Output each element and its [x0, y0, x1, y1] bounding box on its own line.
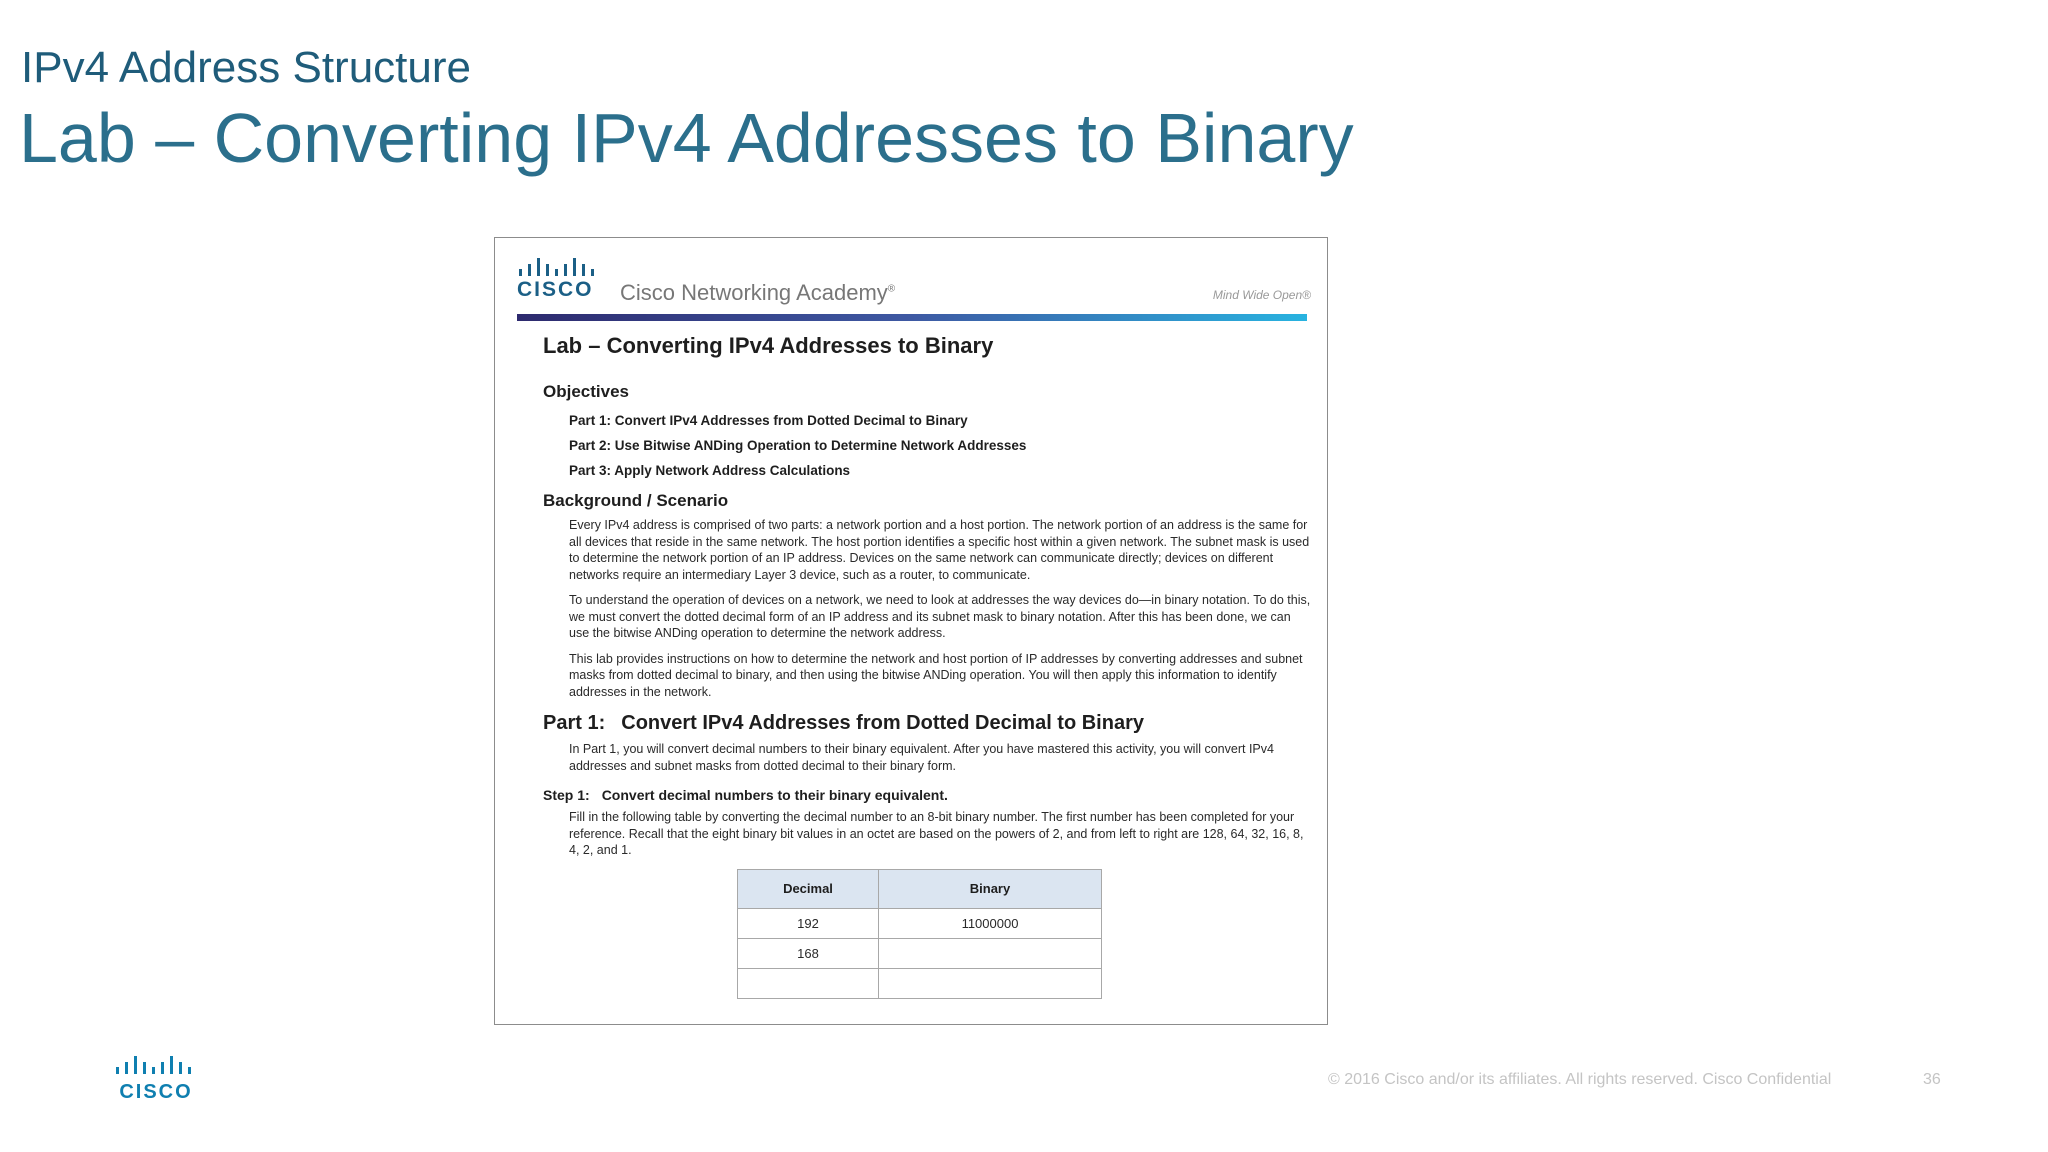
table-row — [738, 938, 1102, 968]
binary-cell — [879, 938, 1102, 968]
objective-item: Part 1: Convert IPv4 Addresses from Dotted Decimal to Binary — [569, 413, 968, 428]
academy-name — [620, 280, 895, 306]
step1-label: Step 1: — [543, 787, 590, 803]
objective-item: Part 3: Apply Network Address Calculations — [569, 463, 851, 478]
header-gradient-rule — [517, 314, 1307, 321]
tagline: Mind Wide Open® — [1212, 288, 1311, 302]
part1-heading — [543, 712, 1315, 735]
column-header-binary: Binary — [879, 869, 1102, 908]
background-heading: Background / Scenario — [543, 491, 729, 510]
cisco-wordmark: CISCO — [119, 1081, 193, 1103]
table-row — [738, 908, 1102, 938]
cisco-logo — [517, 258, 601, 302]
objectives-heading: Objectives — [543, 382, 629, 401]
step1-heading — [543, 787, 1315, 803]
decimal-cell: 168 — [738, 938, 879, 968]
table-header-row — [738, 869, 1102, 908]
cisco-bars-icon — [114, 1056, 198, 1078]
part1-label: Part 1: — [543, 712, 606, 734]
document-body — [543, 333, 1315, 999]
decimal-cell — [738, 968, 879, 998]
objectives-list — [543, 408, 1315, 483]
academy-label: Cisco Networking Academy — [620, 280, 888, 305]
step1-paragraph: Fill in the following table by converting the decimal number to an 8-bit binary number. The first number has been completed for your reference. Recall that the eight binary bit values in an octet are based on the powers of 2, and from left to right are 128, 64, 32, 16, 8, 4, 2, and 1. — [569, 810, 1304, 857]
column-header-decimal: Decimal — [738, 869, 879, 908]
copyright-notice: © 2016 Cisco and/or its affiliates. All rights reserved. Cisco Confidential — [1328, 1071, 1832, 1088]
footer-cisco-logo — [114, 1056, 198, 1104]
conversion-table — [737, 869, 1102, 999]
cisco-wordmark: CISCO — [517, 278, 594, 301]
cisco-bars-icon — [517, 258, 601, 280]
part1-title: Convert IPv4 Addresses from Dotted Decimal to Binary — [621, 712, 1144, 734]
binary-cell — [879, 968, 1102, 998]
academy-mark: ® — [887, 283, 896, 295]
lab-title: Lab – Converting IPv4 Addresses to Binary — [543, 333, 994, 358]
lab-document-image — [494, 237, 1328, 1025]
step1-title: Convert decimal numbers to their binary equivalent. — [601, 787, 948, 803]
page-number: 36 — [1923, 1071, 1941, 1088]
table-row — [738, 968, 1102, 998]
section-subtitle: IPv4 Address Structure — [21, 43, 471, 92]
part1-paragraph: In Part 1, you will convert decimal numbers to their binary equivalent. After you have mastered this activity, you will convert IPv4 addresses and subnet masks from dotted decimal to their binary form. — [569, 742, 1274, 773]
objective-item: Part 2: Use Bitwise ANDing Operation to Determine Network Addresses — [569, 438, 1027, 453]
background-paragraph: Every IPv4 address is comprised of two parts: a network portion and a host portion. The network portion of an address is the same for all devices that reside in the same network. The host portion identifies a specific host within a given network. The subnet mask is used to determine the network portion of an IP address. Devices on the same network can communicate directly; devices on different networks require an intermediary Layer 3 device, such as a router, to communicate. — [569, 518, 1310, 582]
decimal-cell: 192 — [738, 908, 879, 938]
binary-cell: 11000000 — [879, 908, 1102, 938]
background-paragraph: To understand the operation of devices on a network, we need to look at addresses the way devices do—in binary notation. To do this, we must convert the dotted decimal form of an IP address and its subnet mask to binary notation. After this has been done, we can use the bitwise ANDing operation to determine the network address. — [569, 593, 1311, 640]
background-paragraph: This lab provides instructions on how to determine the network and host portion of IP addresses by converting addresses and subnet masks from dotted decimal to binary, and then using the bitwise ANDing operation. You will then apply this information to identify addresses in the network. — [569, 651, 1303, 699]
slide-title: Lab – Converting IPv4 Addresses to Binary — [19, 99, 1354, 177]
